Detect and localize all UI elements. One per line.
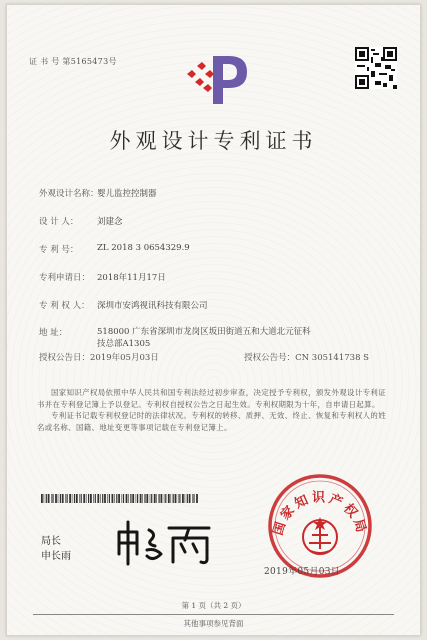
signatory-name: 申长雨 xyxy=(41,551,71,562)
field-design-name xyxy=(39,187,157,199)
field-value: 2018年11月17日 xyxy=(97,273,166,283)
field-label: 设 计 人： xyxy=(39,217,79,227)
field-label: 外观设计名称： xyxy=(39,189,99,199)
signatory xyxy=(41,534,71,564)
grant-date-label: 授权公告日： xyxy=(39,353,91,363)
grant-info xyxy=(39,351,369,363)
footer-note: 其他事项参见背面 xyxy=(183,619,244,628)
field-label: 专利申请日： xyxy=(39,273,91,283)
field-value: 婴儿监控控制器 xyxy=(97,189,157,199)
grant-number-value: CN 305141738 S xyxy=(295,353,369,363)
field-value: 刘建念 xyxy=(97,217,123,227)
field-label: 地 址： xyxy=(39,328,68,338)
field-patentee xyxy=(39,299,208,311)
notice-paragraph: 国家知识产权局依照中华人民共和国专利法经过初步审查，决定授予专利权，颁发外观设计专利证书并在专利登记簿上予以登记。专利权自授权公告之日起生效。专利权期限为十年，自申请日起算。 xyxy=(37,388,387,409)
field-value: ZL 2018 3 0654329.9 xyxy=(97,243,190,253)
field-value: 518000 广东省深圳市龙岗区坂田街道五和大道北元征科技总部A1305 xyxy=(97,327,311,349)
qr-code-icon xyxy=(355,47,397,89)
barcode-icon xyxy=(41,494,199,503)
notice-text xyxy=(37,387,389,433)
patent-office-logo-icon xyxy=(183,52,253,106)
grant-date xyxy=(39,351,159,363)
notice-paragraph: 专利证书记载专利权登记时的法律状况。专利权的转移、质押、无效、终止、恢复和专利权人的姓名或名称、国籍、地址变更等事项记载在专利登记簿上。 xyxy=(37,411,387,432)
field-value: 深圳市安鸿视讯科技有限公司 xyxy=(97,301,208,311)
grant-number-label: 授权公告号： xyxy=(244,353,296,363)
field-label: 专 利 权 人： xyxy=(39,301,90,311)
certificate-page xyxy=(6,4,421,636)
field-patent-number xyxy=(39,243,190,255)
seal-date: 2019年05月03日 xyxy=(264,567,341,577)
field-address xyxy=(39,326,317,350)
certificate-number: 证 书 号 第5165473号 xyxy=(29,57,117,66)
signatory-title: 局长 xyxy=(41,536,61,547)
seal-text: 国家知识产权局 xyxy=(270,490,370,538)
grant-date-value: 2019年05月03日 xyxy=(90,353,159,363)
handwritten-signature xyxy=(111,518,221,568)
page-title: 外观设计专利证书 xyxy=(109,129,318,153)
footer-divider xyxy=(33,614,394,615)
field-label: 专 利 号： xyxy=(39,245,79,255)
page-number: 第 1 页（共 2 页） xyxy=(181,601,246,610)
field-application-date xyxy=(39,271,166,283)
grant-number xyxy=(244,351,369,363)
field-designer xyxy=(39,215,123,227)
